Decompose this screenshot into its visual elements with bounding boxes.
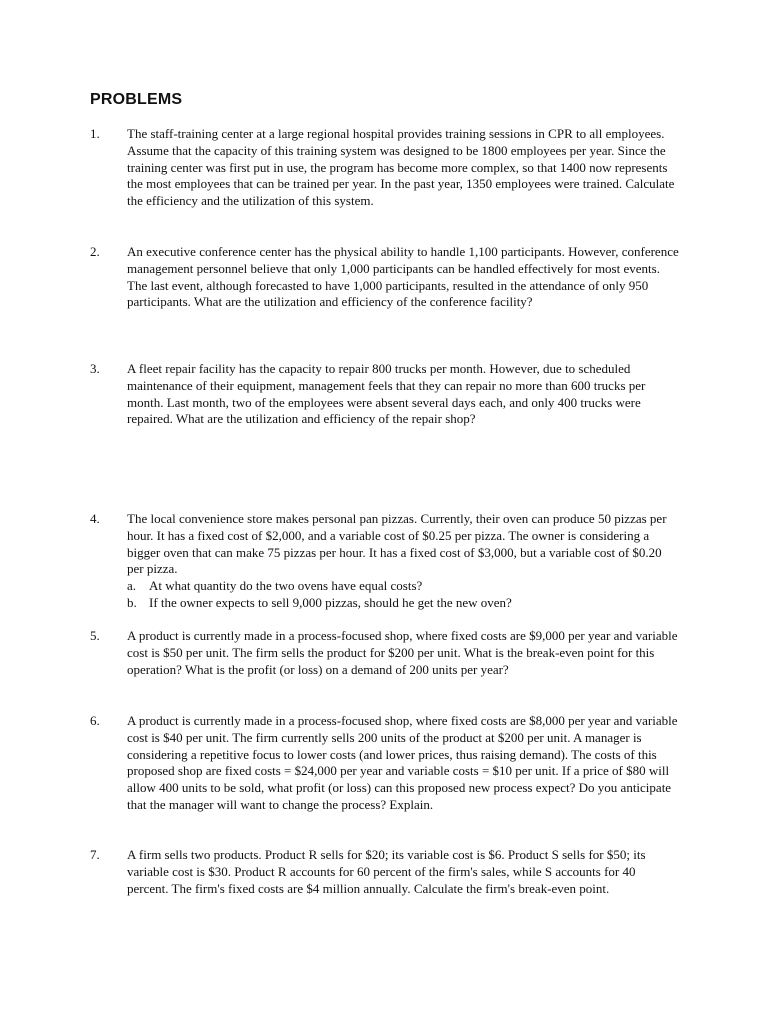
sub-question-letter: a. (127, 578, 137, 594)
problem-text: A firm sells two products. Product R sells for $20; its variable cost is $6. Product S sells for $50; its variable cost is $30. Product R accounts for 60 percent of the firm's sales, while S accounts for 40 percent. The firm's fixed costs are $4 million annually. Calculate the firm's break-even point. (127, 847, 646, 896)
problem-text: A product is currently made in a process-focused shop, where fixed costs are $9,000 per year and variable cost is $50 per unit. The firm sells the product for $200 per unit. What is the break-even point for this operation? What is the profit (or loss) on a demand of 200 units per year? (127, 628, 678, 677)
problem-3 (90, 361, 680, 428)
sub-question-b (127, 595, 680, 612)
problem-number: 6. (90, 713, 100, 728)
problem-number: 3. (90, 361, 100, 376)
problem-number: 2. (90, 244, 100, 259)
problem-text: A product is currently made in a process-focused shop, where fixed costs are $8,000 per year and variable cost is $40 per unit. The firm currently sells 200 units of the product at $200 per unit. A manager is considering a repetitive focus to lower costs (and lower prices, thus raising demand). The costs of this proposed shop are fixed costs = $24,000 per year and variable costs = $10 per unit. If a price of $80 will allow 400 units to be sold, what profit (or loss) can this proposed new process expect? Do you anticipate that the manager will want to change the process? Explain. (127, 713, 678, 812)
problem-5 (90, 628, 680, 678)
problem-text: A fleet repair facility has the capacity to repair 800 trucks per month. However, due to scheduled maintenance of their equipment, management feels that they can repair no more than 600 trucks per month. Last month, two of the employees were absent several days each, and only 400 trucks were repaired. What are the utilization and efficiency of the repair shop? (127, 361, 646, 427)
problem-text: The staff-training center at a large regional hospital provides training sessions in CPR to all employees. Assume that the capacity of this training system was designed to be 1800 employees per year. Since the training center was first put in use, the program has become more complex, so that 1400 now represents the most employees that can be trained per year. In the past year, 1350 employees were trained. Calculate the efficiency and the utilization of this system. (127, 126, 675, 209)
problem-2 (90, 244, 680, 311)
sub-question-text: At what quantity do the two ovens have equal costs? (149, 578, 423, 594)
sub-question-text: If the owner expects to sell 9,000 pizzas, should he get the new oven? (149, 594, 512, 610)
sub-question-letter: b. (127, 594, 137, 610)
problem-1 (90, 126, 680, 210)
sub-question-a (127, 578, 680, 595)
problem-text: The local convenience store makes personal pan pizzas. Currently, their oven can produce 50 pizzas per hour. It has a fixed cost of $2,000, and a variable cost of $0.25 per pizza. The owner is considering a bigger oven that can make 75 pizzas per hour. It has a fixed cost of $3,000, but a variable cost of $0.20 per pizza. (127, 511, 667, 577)
problem-number: 4. (90, 511, 100, 526)
problem-text: An executive conference center has the physical ability to handle 1,100 participants. However, conference management personnel believe that only 1,000 participants can be handled effectively for most events. The last event, although forecasted to have 1,000 participants, resulted in the attendance of only 950 participants. What are the utilization and efficiency of the conference facility? (127, 244, 679, 310)
problem-number: 5. (90, 628, 100, 643)
page-heading: PROBLEMS (90, 91, 183, 108)
problem-number: 7. (90, 847, 100, 862)
problem-number: 1. (90, 126, 100, 141)
problem-7 (90, 847, 680, 897)
problem-6 (90, 713, 680, 814)
problem-4 (90, 511, 680, 612)
